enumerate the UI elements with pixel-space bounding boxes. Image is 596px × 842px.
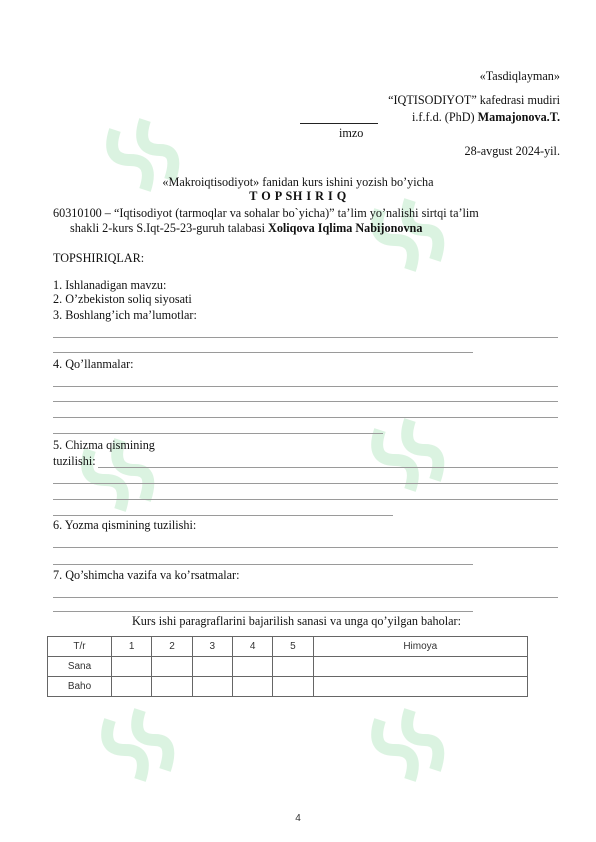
- header-cell: 5: [273, 637, 313, 657]
- row-label: Baho: [48, 677, 112, 697]
- table-cell: [232, 657, 272, 677]
- signature-label: imzo: [339, 126, 364, 140]
- table-cell: [152, 677, 192, 697]
- table-cell: [232, 677, 272, 697]
- page-number: 4: [295, 813, 301, 824]
- table-cell: [273, 657, 313, 677]
- fill-line: [53, 401, 558, 402]
- head-name: Mamajonova.T.: [477, 110, 560, 124]
- direction-line-2: [70, 221, 422, 236]
- fill-line: [53, 499, 558, 500]
- fill-line: [53, 417, 558, 418]
- header-cell: 3: [192, 637, 232, 657]
- document-title: T O P SH I R I Q: [249, 189, 347, 203]
- table-cell: [112, 677, 152, 697]
- watermark-logo-icon: [70, 420, 160, 530]
- table-cell: [273, 677, 313, 697]
- table-row: [48, 677, 528, 697]
- grades-table: [47, 636, 528, 697]
- department-line: “IQTISODIYOT” kafedrasi mudiri: [388, 93, 560, 107]
- head-line: [412, 110, 560, 125]
- fill-line: [53, 611, 473, 612]
- direction-text: shakli 2-kurs S.Iqt-25-23-guruh talabasi: [70, 221, 269, 235]
- watermark-logo-icon: [90, 690, 180, 800]
- signature-line: [300, 123, 378, 124]
- head-degree: i.f.f.d. (PhD): [411, 110, 478, 124]
- fill-line: [53, 483, 558, 484]
- subject-line: «Makroiqtisodiyot» fanidan kurs ishini yozish bo’yicha: [162, 175, 434, 189]
- table-cell: [192, 677, 232, 697]
- task-4: 4. Qo’llanmalar:: [53, 357, 134, 371]
- table-caption: Kurs ishi paragraflarini bajarilish sanasi va unga qo’yilgan baholar:: [132, 614, 461, 628]
- task-7: 7. Qo’shimcha vazifa va ko’rsatmalar:: [53, 568, 240, 582]
- table-cell: [152, 657, 192, 677]
- table-row: [48, 657, 528, 677]
- fill-line: [53, 547, 558, 548]
- task-1: 1. Ishlanadigan mavzu:: [53, 278, 167, 292]
- watermark-logo-icon: [360, 690, 450, 800]
- approval-date: 28-avgust 2024-yil.: [464, 144, 560, 158]
- header-cell: 1: [112, 637, 152, 657]
- fill-line: [53, 564, 473, 565]
- task-5-line-2: tuzilishi:: [53, 454, 96, 468]
- header-cell: T/r: [48, 637, 112, 657]
- table-cell: [112, 657, 152, 677]
- header-cell: Himoya: [313, 637, 527, 657]
- task-3: 3. Boshlang’ich ma’lumotlar:: [53, 308, 197, 322]
- fill-line: [53, 515, 393, 516]
- header-cell: 2: [152, 637, 192, 657]
- fill-line: [53, 337, 558, 338]
- header-cell: 4: [232, 637, 272, 657]
- task-5-line-1: 5. Chizma qismining: [53, 438, 155, 452]
- direction-line-1: 60310100 – “Iqtisodiyot (tarmoqlar va sohalar bo`yicha)” ta’lim yo’nalishi sirtqi ta’lim: [53, 206, 479, 220]
- table-cell: [192, 657, 232, 677]
- fill-line: [53, 433, 383, 434]
- table-cell: [313, 677, 527, 697]
- fill-line: [98, 467, 558, 468]
- task-6: 6. Yozma qismining tuzilishi:: [53, 518, 197, 532]
- student-name: Xoliqova Iqlima Nabijonovna: [268, 221, 423, 235]
- row-label: Sana: [48, 657, 112, 677]
- approve-label: «Tasdiqlayman»: [479, 69, 560, 83]
- fill-line: [53, 386, 558, 387]
- table-header-row: [48, 637, 528, 657]
- task-2: 2. O’zbekiston soliq siyosati: [53, 292, 192, 306]
- fill-line: [53, 352, 473, 353]
- tasks-heading: TOPSHIRIQLAR:: [53, 251, 145, 265]
- table-cell: [313, 657, 527, 677]
- fill-line: [53, 597, 558, 598]
